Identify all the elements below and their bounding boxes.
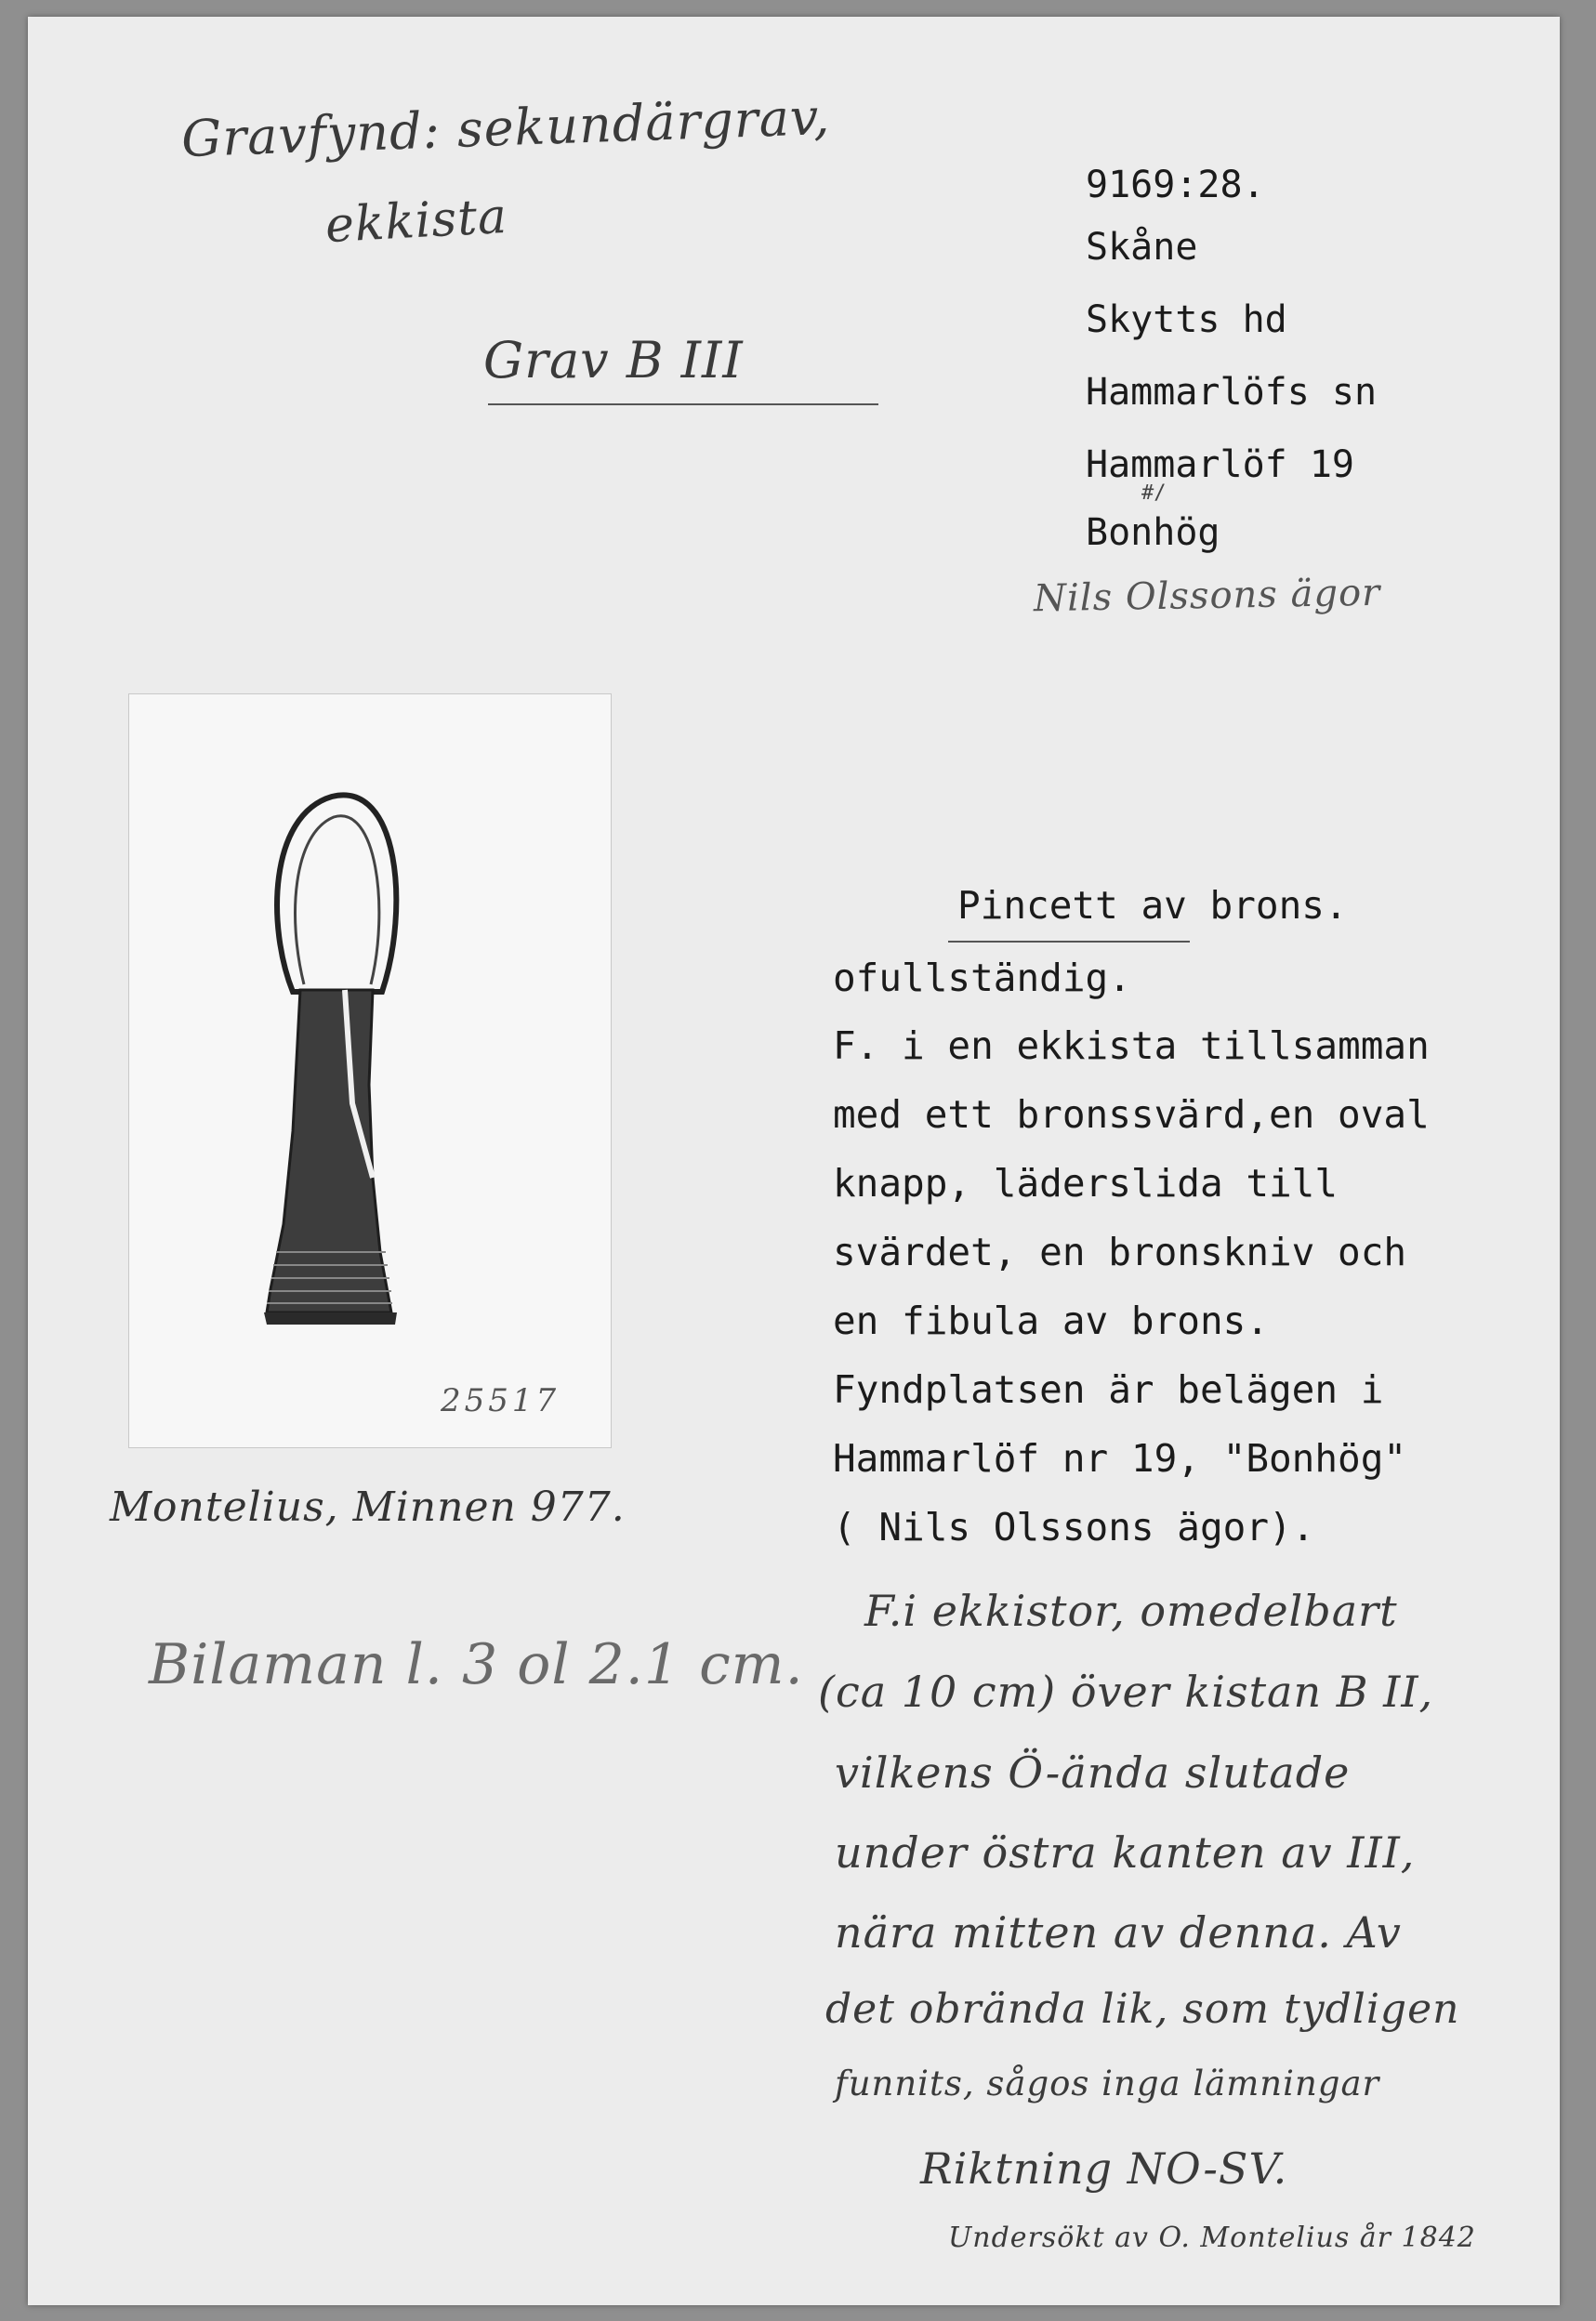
hand-note-line: funnits, sågos inga lämningar: [835, 2064, 1380, 2103]
object-title: [957, 883, 1348, 928]
hand-note-line: under östra kanten av III,: [835, 1827, 1416, 1878]
hand-note-line: vilkens Ö-ända slutade: [835, 1747, 1351, 1798]
description-line: svärdet, en bronskniv och: [833, 1230, 1407, 1274]
hand-note-line: F.i ekkistor, omedelbart: [864, 1586, 1398, 1636]
description-line: en fibula av brons.: [833, 1299, 1269, 1343]
hundred: Skytts hd: [1086, 298, 1287, 341]
farm: Hammarlöf 19: [1086, 443, 1354, 486]
title-underline: [948, 941, 1190, 943]
description-line: knapp, läderslida till: [833, 1161, 1339, 1206]
owner-note: Nils Olssons ägor: [1033, 571, 1381, 621]
description-line: Fyndplatsen är belägen i: [833, 1367, 1384, 1412]
parish: Hammarlöfs sn: [1086, 371, 1378, 414]
dimensions-note: Bilaman l. 3 ol 2.1 cm.: [149, 1632, 804, 1697]
description-line: ofullständig.: [833, 956, 1131, 1000]
handwritten-find-type: Gravfynd: sekundärgrav,: [180, 86, 832, 169]
description-line: med ett bronssvärd,en oval: [833, 1092, 1430, 1137]
description-line: F. i en ekkista tillsamman: [833, 1023, 1430, 1068]
hand-note-line: nära mitten av denna. Av: [835, 1907, 1402, 1958]
description-line: ( Nils Olssons ägor).: [833, 1505, 1315, 1550]
grave-label-underline: [488, 403, 878, 405]
hand-note-line: Riktning NO-SV.: [920, 2143, 1288, 2194]
catalog-card: [28, 17, 1560, 2305]
province: Skåne: [1086, 226, 1198, 269]
tweezers-drawing: [129, 694, 611, 1447]
site-name: Bonhög: [1086, 511, 1220, 554]
handwritten-grave-label: Grav B III: [483, 331, 744, 389]
description-line: Hammarlöf nr 19, "Bonhög": [833, 1436, 1407, 1481]
montelius-reference: Montelius, Minnen 977.: [110, 1484, 626, 1531]
hand-note-line: Undersökt av O. Montelius år 1842: [948, 2222, 1476, 2254]
handwritten-coffin-note: ekkista: [323, 188, 509, 255]
artifact-photo: [128, 693, 612, 1448]
object-title-main: Pincett: [957, 883, 1118, 928]
hand-note-line: (ca 10 cm) över kistan B II,: [818, 1667, 1434, 1717]
object-title-rest: av brons.: [1117, 883, 1348, 928]
photo-catalog-number: 25517: [441, 1382, 561, 1419]
catalog-number: 9169:28.: [1086, 164, 1265, 206]
site-superscript: #/: [1141, 481, 1167, 505]
hand-note-line: det obrända lik, som tydligen: [825, 1985, 1460, 2033]
